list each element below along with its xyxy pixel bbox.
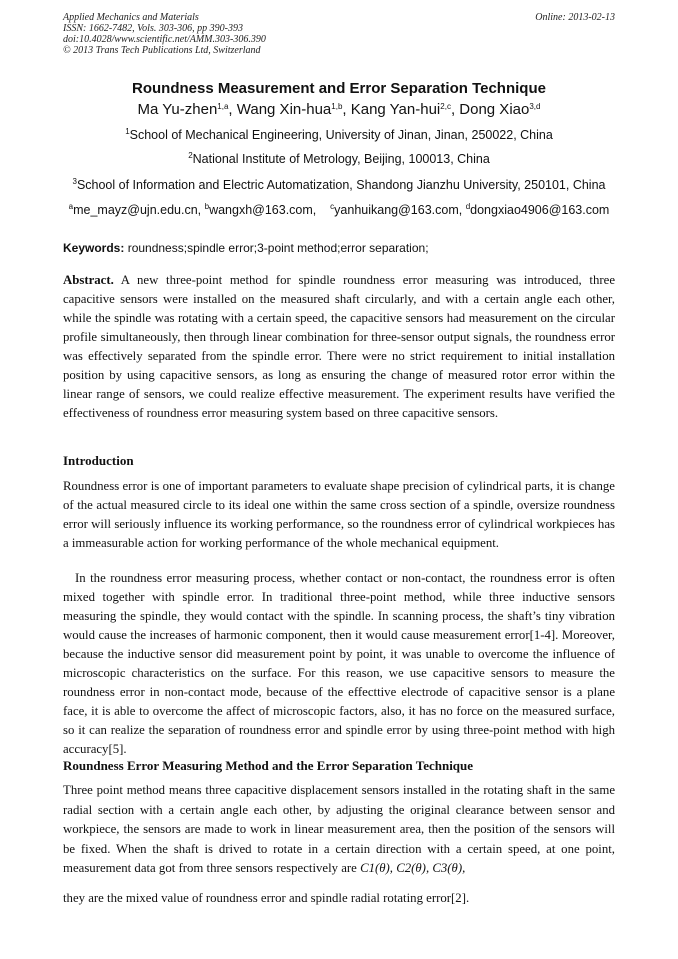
keywords (63, 241, 615, 255)
email: me_mayz@ujn.edu.cn, (73, 203, 205, 217)
keywords-text: roundness;spindle error;3-point method;error separation; (124, 241, 429, 255)
author-sup: 1,a (217, 102, 229, 111)
section-heading-method: Roundness Error Measuring Method and the Error Separation Technique (63, 758, 474, 773)
affiliation-2: $^2$National Institute of Metrology, Beijing, 100013, China (188, 151, 490, 166)
online-date: Online: 2013-02-13 (535, 12, 615, 23)
email-list: $^a$me_mayz@ujn.edu.cn, $^b$wangxh@163.com, $^c$yanhuikang@163.com, $^d$dongxiao4906@163.com (68, 202, 610, 217)
email: wangxh@163.com, (209, 203, 331, 217)
author-name: Dong Xiao (459, 101, 530, 118)
method-paragraph-1 (63, 781, 615, 879)
paper-title: Roundness Measurement and Error Separation Technique (132, 80, 546, 97)
author-sup: 2,c (440, 102, 451, 111)
abstract (63, 271, 615, 423)
abstract-text: A new three-point method for spindle roundness error measuring was introduced, three capacitive sensors were installed on the measured shaft circularly, and with a certain angle each other, while the spindle was rotating with a certain speed, the capacitive sensors had measurement on the circular profile simultaneously, then through linear combination for three-sensor output signals, the roundness error was effectively separated from the spindle error. There were no strict requirement to initial installation position by using capacitive sensors, as long as ensuring the change of measured rotor error within the linear range of sensors, we could realize effective measurement. The experiment results have verified the effectiveness of roundness error measuring system based on three capacitive sensors. (63, 273, 615, 420)
issn: ISSN: 1662-7482, Vols. 303-306, pp 390-393 (63, 23, 243, 34)
email: dongxiao4906@163.com (470, 203, 610, 217)
author-sup: 1,b (331, 102, 343, 111)
affiliation-3: $^3$School of Information and Electric Automatization, Shandong Jianzhu University, 250101, China (72, 177, 606, 192)
journal-name: Applied Mechanics and Materials (63, 12, 199, 23)
author-sup: 3,d (529, 102, 541, 111)
intro-paragraph-2: In the roundness error measuring process, whether contact or non-contact, the roundness error is often mixed together with spindle error. In traditional three-point method, while three inductive sensors measuring the spindle, they would contact with the spindle. In scanning process, the shaft’s tiny vibration would cause the increases of harmonic component, then it would cause measurement error[1-4]. Moreover, because the inductive sensor did measurement point by point, it was unable to overcome the influence of microscopic characteristics on the surface. For this reason, we use capacitive sensors to measure the roundness error in non-contact mode, because of the effecttive electrode of capacitive sensor is a plane face, it is able to overcome the affect of microscopic factors, also, it has no force on the measured surface, so it can realize the separation of roundness error and spindle error by using three-point method with high accuracy[5]. (63, 571, 615, 756)
intro-paragraph-1: Roundness error is one of important parameters to evaluate shape precision of cylindrical parts, it is change of the actual measured circle to its ideal one within the same cross section of a spindle, oversize roundness error will seriously influence its working performance, so the roundness error of cylindrical workpieces has a immeasurable action for working performance of the whole mechanical equipment. (63, 479, 615, 550)
affiliation-1: $^1$School of Mechanical Engineering, University of Jinan, Jinan, 250022, China (125, 127, 553, 142)
abstract-label: Abstract. (63, 273, 114, 287)
doi: doi:10.4028/www.scientific.net/AMM.303-306.390 (63, 34, 266, 45)
keywords-label: Keywords: (63, 241, 125, 255)
section-heading-introduction: Introduction (63, 453, 134, 468)
copyright: © 2013 Trans Tech Publications Ltd, Switzerland (63, 45, 261, 56)
journal-info (63, 12, 615, 56)
sensor-formula: C1(θ), C2(θ), C3(θ), (360, 861, 466, 875)
email: yanhuikang@163.com, (334, 203, 466, 217)
author-name: Wang Xin-hua (236, 101, 332, 118)
method-paragraph-2: they are the mixed value of roundness error and spindle radial rotating error[2]. (63, 891, 470, 905)
author-list: Ma Yu-zhen$^{1,a}$, Wang Xin-hua$^{1,b}$, Kang Yan-hui$^{2,c}$, Dong Xiao$^{3,d}$ (137, 101, 541, 118)
author-name: Kang Yan-hui (350, 101, 441, 118)
author-name: Ma Yu-zhen (137, 101, 218, 118)
method-text: Three point method means three capacitive displacement sensors installed in the rotating shaft in the same radial section with a certain angle each other, by adjusting the original clearance between sensor and workpiece, the sensors are made to work in linear measurement area, then the position of the sensors will be fixed. When the shaft is drived to rotate in a certain direction with a certain speed, at one point, measurement data got from three sensors respectively are (63, 783, 615, 875)
